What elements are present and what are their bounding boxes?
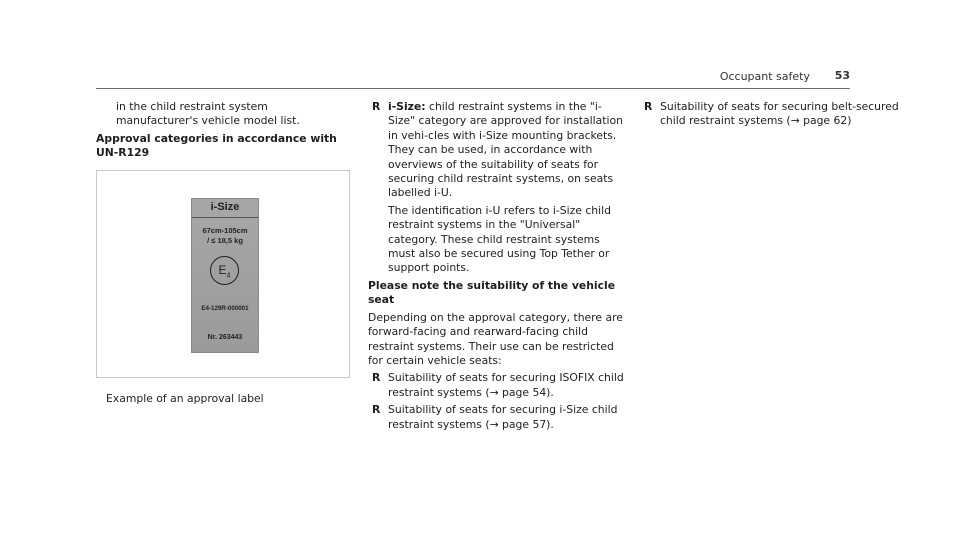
list-item [368,371,624,400]
approval-label-image [191,198,259,353]
list-item [368,403,624,432]
suitability-paragraph: Depending on the approval category, there are forward-facing and rearward-facing child restraint systems. Their use can be restricted for certain vehicle seats: [368,310,623,367]
bullet-icon: R [644,100,653,113]
suitability-list [368,371,624,432]
label-weight: / ≤ 18,5 kg [207,235,243,245]
column-right [640,100,900,132]
e-mark-letter: E [218,262,227,277]
column-middle [368,100,624,435]
list-item-text[interactable]: Suitability of seats for securing ISOFIX child restraint systems (→ page 54). [388,371,624,399]
list-item [368,100,624,276]
isize-description: child restraint systems in the "i-Size" category are approved for installation in vehi-cles with i-Size mounting brackets. They can be used, in accordance with overviews of the suitability of seats for securing child restraint systems, on seats labelled i-U. [388,100,623,200]
suitability-list-continued [640,100,900,129]
list-item-text[interactable]: Suitability of seats for securing i-Size child restraint systems (→ page 57). [388,403,618,431]
section-title: Occupant safety [719,70,810,83]
e-mark-number: 4 [226,272,231,280]
figure-caption: Example of an approval label [106,391,264,405]
e-mark-icon [210,256,239,285]
section-heading-suitability: Please note the suitability of the vehicle seat [368,278,616,307]
list-item [640,100,900,129]
isize-list [368,100,624,276]
label-title: i-Size [192,200,258,218]
bullet-icon: R [372,100,381,113]
isize-note: The identification i-U refers to i-Size child restraint systems in the "Universal" category. These child restraint systems must also be secured using Top Tether or support points. [388,203,611,275]
bullet-icon: R [372,403,381,417]
page-number: 53 [834,69,850,82]
label-serial-number: Nr. 263443 [207,333,243,341]
bullet-icon: R [372,371,381,385]
section-heading-approval: Approval categories in accordance with UN-R129 [96,131,337,160]
intro-text: in the child restraint system manufacturer's vehicle model list. [116,100,300,128]
approval-label-figure [96,170,350,378]
label-approval-number: E4-129R-000001 [201,304,249,312]
label-size-range: 67cm-105cm [202,225,248,235]
list-item-text[interactable]: Suitability of seats for securing belt-secured child restraint systems (→ page 62) [660,100,899,128]
isize-term: i-Size: [388,100,426,113]
column-left [96,100,350,409]
page-header [96,0,850,89]
